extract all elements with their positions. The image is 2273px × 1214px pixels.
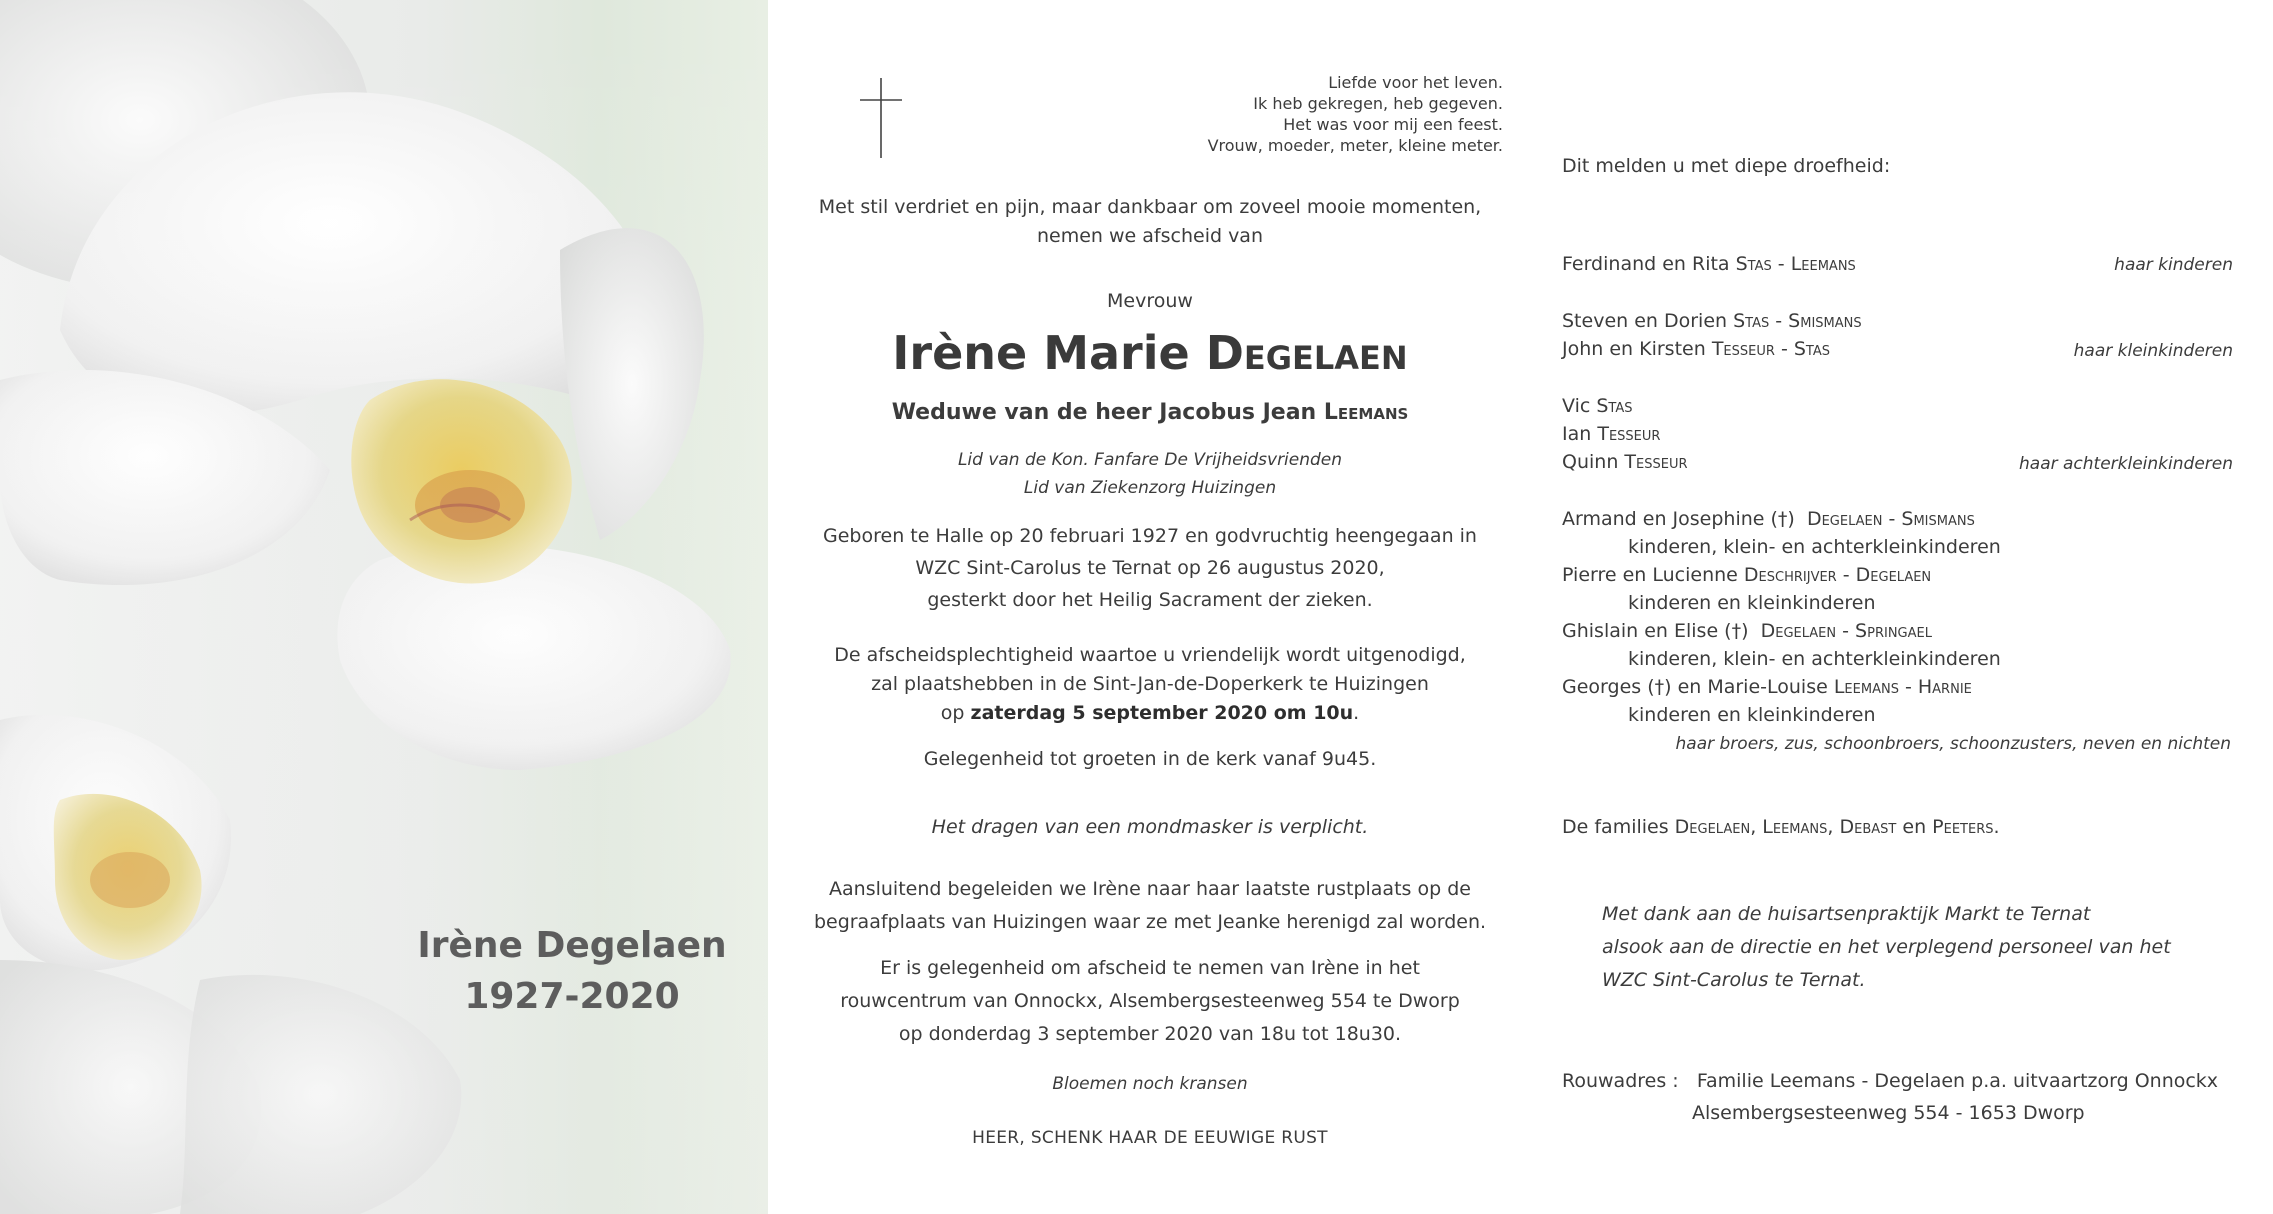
prayer-text: HEER, SCHENK HAAR DE EEUWIGE RUST <box>972 1128 1328 1148</box>
family-line <box>1562 253 1856 275</box>
birth-death-text <box>770 520 1530 616</box>
ceremony-suffix: . <box>1353 702 1360 724</box>
caption-years: 1927-2020 <box>464 976 680 1017</box>
address-label: Rouwadres : <box>1562 1070 1679 1092</box>
announce-text: Dit melden u met diepe droefheid: <box>1562 155 1891 177</box>
family-name: Leemans <box>1762 816 1828 838</box>
intro-line: Met stil verdriet en pijn, maar dankbaar om zoveel mooie momenten, <box>818 196 1482 218</box>
family-last: Tesseur - Stas <box>1711 338 1830 360</box>
family-last: Stas - Smismans <box>1733 310 1862 332</box>
ceremony-prefix: op <box>940 702 965 724</box>
ceremony-text <box>770 641 1530 728</box>
thanks-line: WZC Sint-Carolus te Ternat. <box>1602 969 1866 991</box>
family-name: Debast <box>1839 816 1897 838</box>
born-line: gesterkt door het Heilig Sacrament der zieken. <box>927 589 1373 611</box>
thanks-line: alsook aan de directie en het verplegend personeel van het <box>1602 936 2171 958</box>
burial-text <box>770 873 1530 939</box>
farewell-line: op donderdag 3 september 2020 van 18u tot 18u30. <box>898 1023 1402 1045</box>
relation-label: haar kleinkinderen <box>2073 341 2233 361</box>
widow-surname: Leemans <box>1323 400 1409 425</box>
farewell-line: Er is gelegenheid om afscheid te nemen van Irène in het <box>880 957 1420 979</box>
ceremony-date: zaterdag 5 september 2020 om 10u <box>970 702 1354 724</box>
memberships <box>770 446 1530 502</box>
poem-line: Het was voor mij een feest. <box>1283 115 1503 134</box>
family-name: Peeters <box>1932 816 1994 838</box>
family-line <box>1562 395 1633 417</box>
relation-label: haar kinderen <box>2114 255 2233 275</box>
membership-line: Lid van Ziekenzorg Huizingen <box>1023 478 1277 498</box>
family-first: Pierre en Lucienne <box>1562 564 1738 586</box>
membership-line: Lid van de Kon. Fanfare De Vrijheidsvrienden <box>957 450 1343 470</box>
family-sub: kinderen en kleinkinderen <box>1628 704 1876 726</box>
separator: , <box>1750 816 1757 838</box>
separator: , <box>1827 816 1834 838</box>
burial-line: begraafplaats van Huizingen waar ze met Jeanke herenigd zal worden. <box>813 911 1487 933</box>
farewell-line: rouwcentrum van Onnockx, Alsembergsesteenweg 554 te Dworp <box>840 990 1460 1012</box>
family-last: Degelaen - Smismans <box>1806 508 1975 530</box>
cross-icon <box>860 78 902 158</box>
family-first: Ferdinand en Rita <box>1562 253 1730 275</box>
family-last: Stas - Leemans <box>1735 253 1856 275</box>
deceased-name <box>770 326 1530 380</box>
family-last: Tesseur <box>1597 423 1661 445</box>
family-sub: kinderen, klein- en achterkleinkinderen <box>1628 536 2001 558</box>
family-first: Vic <box>1562 395 1591 417</box>
flowers-notice: Bloemen noch kransen <box>1052 1074 1248 1094</box>
family-last: Tesseur <box>1624 451 1688 473</box>
family-first: John en Kirsten <box>1562 338 1706 360</box>
intro-line: nemen we afscheid van <box>1037 225 1263 247</box>
family-last: Leemans - Harnie <box>1833 676 1972 698</box>
families-prefix: De families <box>1562 816 1669 838</box>
family-last: Deschrijver - Degelaen <box>1743 564 1932 586</box>
burial-line: Aansluitend begeleiden we Irène naar haar laatste rustplaats op de <box>829 878 1471 900</box>
farewell-text <box>770 952 1530 1051</box>
poem-line: Ik heb gekregen, heb gegeven. <box>1253 94 1503 113</box>
salutation: Mevrouw <box>1107 290 1193 312</box>
family-last: Stas <box>1596 395 1633 417</box>
families-line <box>1562 816 2000 838</box>
address-line <box>1562 1070 2218 1092</box>
family-first: Steven en Dorien <box>1562 310 1728 332</box>
family-line <box>1562 338 1830 360</box>
orchid-caption <box>376 920 768 1022</box>
poem <box>1043 72 1503 156</box>
mask-notice: Het dragen van een mondmasker is verplicht. <box>931 816 1369 838</box>
separator: en <box>1902 816 1927 838</box>
poem-line: Vrouw, moeder, meter, kleine meter. <box>1207 136 1503 155</box>
address-line-2: Alsembergsesteenweg 554 - 1653 Dworp <box>1692 1102 2085 1124</box>
first-names: Irène Marie <box>892 326 1190 380</box>
family-last: Degelaen - Springael <box>1760 620 1932 642</box>
intro-text <box>770 193 1530 251</box>
poem-line: Liefde voor het leven. <box>1328 73 1503 92</box>
thanks-line: Met dank aan de huisartsenpraktijk Markt te Ternat <box>1602 903 2091 925</box>
widow-prefix: Weduwe van de heer Jacobus Jean <box>891 400 1317 425</box>
relation-label: haar broers, zus, schoonbroers, schoonzusters, neven en nichten <box>1675 734 2231 754</box>
family-first: Quinn <box>1562 451 1619 473</box>
born-line: Geboren te Halle op 20 februari 1927 en godvruchtig heengegaan in <box>823 525 1477 547</box>
orchid-photo-panel <box>0 0 768 1214</box>
ceremony-line <box>770 699 1530 728</box>
greeting-text: Gelegenheid tot groeten in de kerk vanaf 9u45. <box>923 748 1377 770</box>
family-line <box>1562 423 1660 445</box>
family-name: Degelaen <box>1674 816 1751 838</box>
family-line <box>1562 676 1972 698</box>
family-line <box>1562 620 1932 642</box>
ceremony-line: De afscheidsplechtigheid waartoe u vriendelijk wordt uitgenodigd, <box>834 644 1466 666</box>
address-value: Familie Leemans - Degelaen p.a. uitvaartzorg Onnockx <box>1696 1070 2219 1092</box>
family-sub: kinderen, klein- en achterkleinkinderen <box>1628 648 2001 670</box>
family-first: Georges (†) en Marie-Louise <box>1562 676 1828 698</box>
family-first: Ian <box>1562 423 1592 445</box>
family-line <box>1562 310 1862 332</box>
family-first: Ghislain en Elise (†) <box>1562 620 1749 642</box>
relation-label: haar achterkleinkinderen <box>2019 454 2233 474</box>
widow-line <box>770 400 1530 425</box>
family-line <box>1562 508 1975 530</box>
ceremony-line: zal plaatshebben in de Sint-Jan-de-Doperkerk te Huizingen <box>871 673 1429 695</box>
surname: Degelaen <box>1205 326 1408 380</box>
family-line <box>1562 451 1688 473</box>
family-first: Armand en Josephine (†) <box>1562 508 1795 530</box>
born-line: WZC Sint-Carolus te Ternat op 26 augustus 2020, <box>915 557 1385 579</box>
family-sub: kinderen en kleinkinderen <box>1628 592 1876 614</box>
separator: . <box>1993 816 2000 838</box>
caption-name: Irène Degelaen <box>417 925 727 966</box>
orchid-image <box>0 0 768 1214</box>
family-line <box>1562 564 1931 586</box>
